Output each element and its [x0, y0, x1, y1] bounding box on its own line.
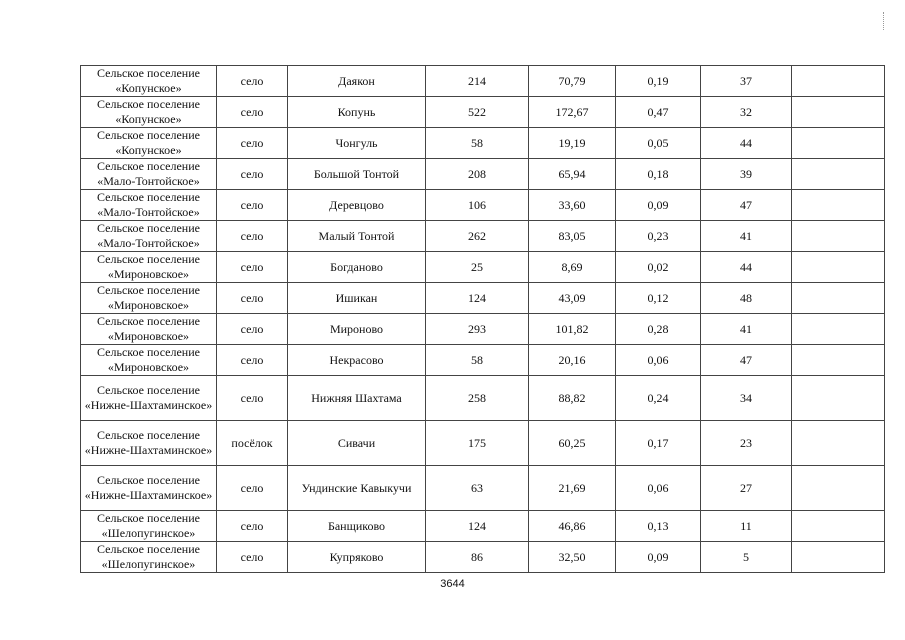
value-cell-4: 39 [701, 159, 792, 190]
settlement-cell: Сельское поселение «Мало-Тонтойское» [81, 159, 217, 190]
type-cell: село [217, 159, 288, 190]
type-cell: село [217, 511, 288, 542]
table-row [81, 511, 885, 542]
table-row [81, 190, 885, 221]
value-cell-4: 44 [701, 252, 792, 283]
value-cell-1: 124 [426, 511, 529, 542]
settlement-cell: Сельское поселение «Шелопугинское» [81, 511, 217, 542]
value-cell-1: 106 [426, 190, 529, 221]
type-cell: село [217, 66, 288, 97]
settlements-table [80, 65, 885, 573]
value-cell-2: 46,86 [529, 511, 616, 542]
value-cell-1: 58 [426, 345, 529, 376]
settlement-cell: Сельское поселение «Нижне-Шахтаминское» [81, 466, 217, 511]
value-cell-4: 11 [701, 511, 792, 542]
value-cell-1: 63 [426, 466, 529, 511]
value-cell-4: 23 [701, 421, 792, 466]
value-cell-4: 37 [701, 66, 792, 97]
table-row [81, 345, 885, 376]
table-row [81, 66, 885, 97]
table-row [81, 159, 885, 190]
margin-mark [883, 12, 885, 30]
locality-name-cell: Малый Тонтой [288, 221, 426, 252]
value-cell-2: 172,67 [529, 97, 616, 128]
settlement-cell: Сельское поселение «Копунское» [81, 97, 217, 128]
empty-cell [792, 252, 885, 283]
value-cell-3: 0,19 [616, 66, 701, 97]
value-cell-1: 58 [426, 128, 529, 159]
type-cell: село [217, 283, 288, 314]
locality-name-cell: Ундинские Кавыкучи [288, 466, 426, 511]
locality-name-cell: Даякон [288, 66, 426, 97]
value-cell-3: 0,12 [616, 283, 701, 314]
value-cell-1: 175 [426, 421, 529, 466]
value-cell-2: 19,19 [529, 128, 616, 159]
value-cell-3: 0,13 [616, 511, 701, 542]
locality-name-cell: Деревцово [288, 190, 426, 221]
settlement-cell: Сельское поселение «Мироновское» [81, 314, 217, 345]
value-cell-3: 0,23 [616, 221, 701, 252]
value-cell-3: 0,47 [616, 97, 701, 128]
type-cell: село [217, 252, 288, 283]
table-body [81, 66, 885, 573]
settlement-cell: Сельское поселение «Нижне-Шахтаминское» [81, 421, 217, 466]
value-cell-4: 41 [701, 314, 792, 345]
locality-name-cell: Нижняя Шахтама [288, 376, 426, 421]
locality-name-cell: Некрасово [288, 345, 426, 376]
value-cell-2: 65,94 [529, 159, 616, 190]
type-cell: село [217, 97, 288, 128]
locality-name-cell: Чонгуль [288, 128, 426, 159]
empty-cell [792, 345, 885, 376]
table-row [81, 221, 885, 252]
value-cell-4: 47 [701, 345, 792, 376]
type-cell: село [217, 314, 288, 345]
empty-cell [792, 466, 885, 511]
page-number: 3644 [440, 578, 465, 590]
value-cell-4: 41 [701, 221, 792, 252]
value-cell-1: 262 [426, 221, 529, 252]
value-cell-3: 0,06 [616, 466, 701, 511]
value-cell-3: 0,02 [616, 252, 701, 283]
value-cell-4: 34 [701, 376, 792, 421]
table-row [81, 376, 885, 421]
value-cell-3: 0,05 [616, 128, 701, 159]
settlement-cell: Сельское поселение «Копунское» [81, 128, 217, 159]
empty-cell [792, 128, 885, 159]
value-cell-2: 70,79 [529, 66, 616, 97]
empty-cell [792, 376, 885, 421]
table-row [81, 283, 885, 314]
locality-name-cell: Купряково [288, 542, 426, 573]
value-cell-4: 48 [701, 283, 792, 314]
value-cell-3: 0,17 [616, 421, 701, 466]
value-cell-3: 0,18 [616, 159, 701, 190]
value-cell-2: 33,60 [529, 190, 616, 221]
empty-cell [792, 221, 885, 252]
table-row [81, 128, 885, 159]
settlements-table-container [80, 65, 885, 573]
settlement-cell: Сельское поселение «Мало-Тонтойское» [81, 190, 217, 221]
type-cell: село [217, 466, 288, 511]
locality-name-cell: Ишикан [288, 283, 426, 314]
value-cell-1: 258 [426, 376, 529, 421]
empty-cell [792, 66, 885, 97]
locality-name-cell: Банщиково [288, 511, 426, 542]
empty-cell [792, 314, 885, 345]
value-cell-2: 88,82 [529, 376, 616, 421]
empty-cell [792, 159, 885, 190]
type-cell: село [217, 542, 288, 573]
value-cell-1: 293 [426, 314, 529, 345]
settlement-cell: Сельское поселение «Мироновское» [81, 345, 217, 376]
value-cell-1: 86 [426, 542, 529, 573]
type-cell: село [217, 128, 288, 159]
empty-cell [792, 97, 885, 128]
settlement-cell: Сельское поселение «Мироновское» [81, 283, 217, 314]
value-cell-2: 83,05 [529, 221, 616, 252]
value-cell-2: 60,25 [529, 421, 616, 466]
settlement-cell: Сельское поселение «Нижне-Шахтаминское» [81, 376, 217, 421]
locality-name-cell: Сивачи [288, 421, 426, 466]
value-cell-1: 214 [426, 66, 529, 97]
value-cell-2: 43,09 [529, 283, 616, 314]
settlement-cell: Сельское поселение «Копунское» [81, 66, 217, 97]
value-cell-2: 32,50 [529, 542, 616, 573]
empty-cell [792, 542, 885, 573]
value-cell-3: 0,09 [616, 190, 701, 221]
value-cell-3: 0,06 [616, 345, 701, 376]
value-cell-3: 0,24 [616, 376, 701, 421]
value-cell-1: 522 [426, 97, 529, 128]
value-cell-4: 44 [701, 128, 792, 159]
type-cell: село [217, 376, 288, 421]
value-cell-4: 32 [701, 97, 792, 128]
value-cell-2: 8,69 [529, 252, 616, 283]
value-cell-2: 101,82 [529, 314, 616, 345]
value-cell-1: 124 [426, 283, 529, 314]
type-cell: село [217, 345, 288, 376]
type-cell: посёлок [217, 421, 288, 466]
locality-name-cell: Мироново [288, 314, 426, 345]
empty-cell [792, 283, 885, 314]
locality-name-cell: Богданово [288, 252, 426, 283]
table-row [81, 542, 885, 573]
value-cell-1: 208 [426, 159, 529, 190]
settlement-cell: Сельское поселение «Мироновское» [81, 252, 217, 283]
table-row [81, 97, 885, 128]
table-row [81, 252, 885, 283]
type-cell: село [217, 221, 288, 252]
empty-cell [792, 511, 885, 542]
empty-cell [792, 190, 885, 221]
value-cell-3: 0,28 [616, 314, 701, 345]
value-cell-1: 25 [426, 252, 529, 283]
value-cell-3: 0,09 [616, 542, 701, 573]
value-cell-4: 27 [701, 466, 792, 511]
value-cell-4: 5 [701, 542, 792, 573]
locality-name-cell: Копунь [288, 97, 426, 128]
settlement-cell: Сельское поселение «Шелопугинское» [81, 542, 217, 573]
value-cell-2: 21,69 [529, 466, 616, 511]
table-row [81, 421, 885, 466]
value-cell-2: 20,16 [529, 345, 616, 376]
type-cell: село [217, 190, 288, 221]
value-cell-4: 47 [701, 190, 792, 221]
table-row [81, 314, 885, 345]
empty-cell [792, 421, 885, 466]
table-row [81, 466, 885, 511]
settlement-cell: Сельское поселение «Мало-Тонтойское» [81, 221, 217, 252]
locality-name-cell: Большой Тонтой [288, 159, 426, 190]
